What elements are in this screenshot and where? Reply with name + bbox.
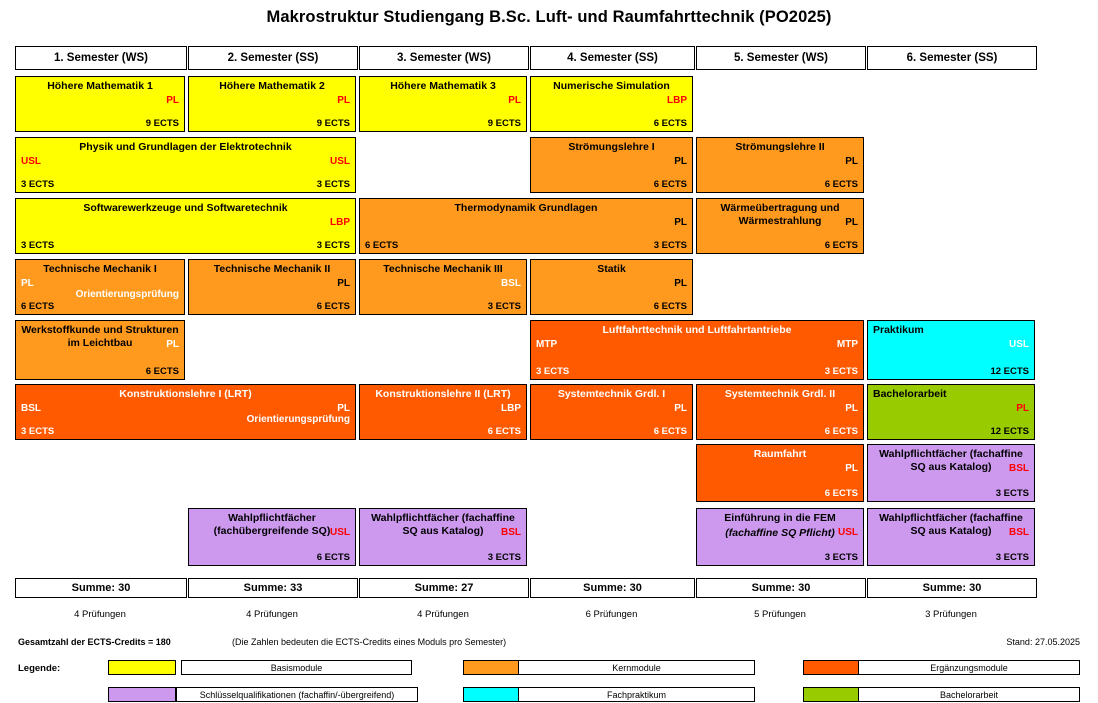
module-title: Konstruktionslehre I (LRT) xyxy=(119,388,252,400)
column-header-semester-5: 5. Semester (WS) xyxy=(696,46,866,70)
module-card[interactable] xyxy=(530,76,693,132)
module-card[interactable] xyxy=(188,259,356,315)
column-header-semester-3: 3. Semester (WS) xyxy=(359,46,529,70)
ects-credits: 3 ECTS xyxy=(316,179,350,190)
exam-code-right: MTP xyxy=(836,339,858,350)
module-title: Systemtechnik Grdl. I xyxy=(557,388,666,400)
module-card[interactable] xyxy=(530,384,693,440)
module-card[interactable] xyxy=(530,137,693,193)
exam-code-left: MTP xyxy=(536,339,558,350)
ects-credits: 6 ECTS xyxy=(824,426,858,437)
module-title: Statik xyxy=(597,263,626,275)
exam-count: 3 Prüfungen xyxy=(925,609,977,620)
exam-code-right: BSL xyxy=(1009,463,1029,474)
exam-code-right: USL xyxy=(838,527,858,538)
module-card[interactable] xyxy=(696,198,864,254)
module-title: Technische Mechanik II xyxy=(213,263,331,275)
module-card[interactable] xyxy=(15,76,185,132)
module-title: Höhere Mathematik 2 xyxy=(219,80,325,92)
semester-sum: Summe: 30 xyxy=(15,578,187,598)
ects-credits: 6 ECTS xyxy=(365,240,399,251)
module-title: Technische Mechanik III xyxy=(383,263,503,275)
legend-swatch-sq xyxy=(108,687,176,702)
module-subtitle: (fachaffine SQ Pflicht) xyxy=(725,527,835,539)
module-title: Konstruktionslehre II (LRT) xyxy=(375,388,511,400)
module-card[interactable] xyxy=(359,384,527,440)
exam-code-left: USL xyxy=(21,156,41,167)
ects-credits: 6 ECTS xyxy=(316,552,350,563)
semester-sum: Summe: 30 xyxy=(867,578,1037,598)
ects-credits: 6 ECTS xyxy=(653,426,687,437)
module-card[interactable] xyxy=(15,259,185,315)
exam-count: 4 Prüfungen xyxy=(74,609,126,620)
ects-credits: 6 ECTS xyxy=(316,301,350,312)
exam-code-right: USL xyxy=(330,527,350,538)
orientation-exam-note: Orientierungsprüfung xyxy=(246,414,350,425)
ects-credits: 3 ECTS xyxy=(536,366,570,377)
module-title: Numerische Simulation xyxy=(553,80,670,92)
exam-code-left: PL xyxy=(21,278,34,289)
module-title: Wahlpflichtfächer (fachaffine SQ aus Katalog) xyxy=(879,448,1023,473)
module-title: Einführung in die FEM xyxy=(724,512,836,524)
module-card[interactable] xyxy=(188,76,356,132)
exam-code-right: BSL xyxy=(501,278,521,289)
legend-text-sq: Schlüsselqualifikationen (fachaffin/-übergreifend) xyxy=(176,687,418,702)
exam-code-right: PL xyxy=(845,156,858,167)
semester-sum: Summe: 27 xyxy=(359,578,529,598)
module-card[interactable] xyxy=(15,137,356,193)
exam-code-right: PL xyxy=(508,95,521,106)
module-card[interactable] xyxy=(15,198,356,254)
module-card[interactable] xyxy=(359,76,527,132)
module-card[interactable] xyxy=(15,384,356,440)
module-title: Raumfahrt xyxy=(753,448,807,460)
ects-credits: 6 ECTS xyxy=(21,301,55,312)
module-card[interactable] xyxy=(359,508,527,566)
module-card[interactable] xyxy=(15,320,185,380)
version-date: Stand: 27.05.2025 xyxy=(1006,637,1080,647)
exam-code-right: BSL xyxy=(1009,527,1029,538)
module-card[interactable] xyxy=(696,137,864,193)
exam-code-right: USL xyxy=(1009,339,1029,350)
module-title: Technische Mechanik I xyxy=(43,263,157,275)
exam-code-right: PL xyxy=(166,95,179,106)
exam-count: 4 Prüfungen xyxy=(417,609,469,620)
module-title: Luftfahrttechnik und Luftfahrtantriebe xyxy=(602,324,792,336)
exam-code-right: PL xyxy=(674,403,687,414)
exam-code-right: PL xyxy=(845,217,858,228)
module-title: Systemtechnik Grdl. II xyxy=(724,388,836,400)
ects-credits: 9 ECTS xyxy=(316,118,350,129)
module-title: Strömungslehre II xyxy=(735,141,825,153)
total-ects: Gesamtzahl der ECTS-Credits = 180 xyxy=(18,637,171,647)
module-title: Physik und Grundlagen der Elektrotechnik xyxy=(79,141,292,153)
module-card[interactable] xyxy=(696,444,864,502)
ects-credits: 6 ECTS xyxy=(653,118,687,129)
module-title: Bachelorarbeit xyxy=(873,388,947,400)
legend-text-praktikum: Fachpraktikum xyxy=(518,687,755,702)
ects-credits: 3 ECTS xyxy=(995,488,1029,499)
ects-credits: 3 ECTS xyxy=(487,301,521,312)
ects-credits: 6 ECTS xyxy=(824,488,858,499)
exam-count: 6 Prüfungen xyxy=(585,609,638,620)
page-title: Makrostruktur Studiengang B.Sc. Luft- und Raumfahrttechnik (PO2025) xyxy=(266,8,832,26)
exam-code-right: PL xyxy=(1016,403,1029,414)
legend-label: Legende: xyxy=(18,663,61,674)
ects-credits: 6 ECTS xyxy=(487,426,521,437)
ects-note: (Die Zahlen bedeuten die ECTS-Credits eines Moduls pro Semester) xyxy=(232,637,507,647)
exam-code-right: PL xyxy=(674,278,687,289)
module-card[interactable] xyxy=(696,508,864,566)
ects-credits: 12 ECTS xyxy=(990,366,1029,377)
ects-credits: 9 ECTS xyxy=(145,118,179,129)
module-card[interactable] xyxy=(530,259,693,315)
module-title: Wahlpflichtfächer (fachaffine SQ aus Katalog) xyxy=(371,512,515,537)
exam-code-right: PL xyxy=(674,217,687,228)
semester-sum: Summe: 30 xyxy=(530,578,695,598)
module-title: Softwarewerkzeuge und Softwaretechnik xyxy=(83,202,288,214)
legend-swatch-basis xyxy=(108,660,176,675)
ects-credits: 9 ECTS xyxy=(487,118,521,129)
exam-code-right: PL xyxy=(845,403,858,414)
orientation-exam-note: Orientierungsprüfung xyxy=(75,289,179,300)
semester-sum: Summe: 33 xyxy=(188,578,358,598)
module-card[interactable] xyxy=(696,384,864,440)
module-title: Thermodynamik Grundlagen xyxy=(454,202,598,214)
module-title: Strömungslehre I xyxy=(568,141,655,153)
legend-text-ergaenzung: Ergänzungsmodule xyxy=(858,660,1080,675)
module-title: Höhere Mathematik 3 xyxy=(390,80,496,92)
exam-code-right: PL xyxy=(337,278,350,289)
exam-code-right: PL xyxy=(845,463,858,474)
ects-credits: 3 ECTS xyxy=(824,366,858,377)
exam-code-right: PL xyxy=(337,403,350,414)
ects-credits: 6 ECTS xyxy=(145,366,179,377)
module-title: Praktikum xyxy=(873,324,924,336)
column-header-semester-6: 6. Semester (SS) xyxy=(867,46,1037,70)
legend-text-kern: Kernmodule xyxy=(518,660,755,675)
ects-credits: 6 ECTS xyxy=(653,179,687,190)
ects-credits: 3 ECTS xyxy=(487,552,521,563)
exam-code-right: PL xyxy=(337,95,350,106)
exam-code-left: BSL xyxy=(21,403,41,414)
exam-code-right: USL xyxy=(330,156,350,167)
module-card[interactable] xyxy=(359,198,693,254)
ects-credits: 3 ECTS xyxy=(21,179,55,190)
exam-code-right: PL xyxy=(674,156,687,167)
module-card[interactable] xyxy=(530,320,864,380)
column-header-semester-4: 4. Semester (SS) xyxy=(530,46,695,70)
column-header-semester-2: 2. Semester (SS) xyxy=(188,46,358,70)
module-card[interactable] xyxy=(867,444,1035,502)
ects-credits: 6 ECTS xyxy=(824,179,858,190)
exam-code-right: LBP xyxy=(330,217,350,228)
ects-credits: 3 ECTS xyxy=(653,240,687,251)
exam-code-right: PL xyxy=(166,339,179,350)
module-card[interactable] xyxy=(867,508,1035,566)
module-card[interactable] xyxy=(867,384,1035,440)
module-card[interactable] xyxy=(359,259,527,315)
module-card[interactable] xyxy=(867,320,1035,380)
module-title: Werkstoffkunde und Strukturen im Leichtbau xyxy=(21,324,179,349)
ects-credits: 3 ECTS xyxy=(21,240,55,251)
ects-credits: 3 ECTS xyxy=(316,240,350,251)
module-card[interactable] xyxy=(188,508,356,566)
exam-code-right: LBP xyxy=(501,403,521,414)
ects-credits: 3 ECTS xyxy=(824,552,858,563)
exam-code-right: BSL xyxy=(501,527,521,538)
exam-count: 4 Prüfungen xyxy=(246,609,298,620)
module-title: Wärmeübertragung und Wärmestrahlung xyxy=(720,202,840,227)
exam-count: 5 Prüfungen xyxy=(754,609,806,620)
exam-code-right: LBP xyxy=(667,95,687,106)
legend-text-bachelor: Bachelorarbeit xyxy=(858,687,1080,702)
semester-sum: Summe: 30 xyxy=(696,578,866,598)
module-title: Höhere Mathematik 1 xyxy=(47,80,153,92)
column-header-semester-1: 1. Semester (WS) xyxy=(15,46,187,70)
ects-credits: 12 ECTS xyxy=(990,426,1029,437)
ects-credits: 6 ECTS xyxy=(824,240,858,251)
legend-text-basis: Basismodule xyxy=(181,660,412,675)
module-title: Wahlpflichtfächer (fachübergreifende SQ) xyxy=(213,512,331,537)
ects-credits: 3 ECTS xyxy=(21,426,55,437)
module-title: Wahlpflichtfächer (fachaffine SQ aus Katalog) xyxy=(879,512,1023,537)
ects-credits: 6 ECTS xyxy=(653,301,687,312)
ects-credits: 3 ECTS xyxy=(995,552,1029,563)
